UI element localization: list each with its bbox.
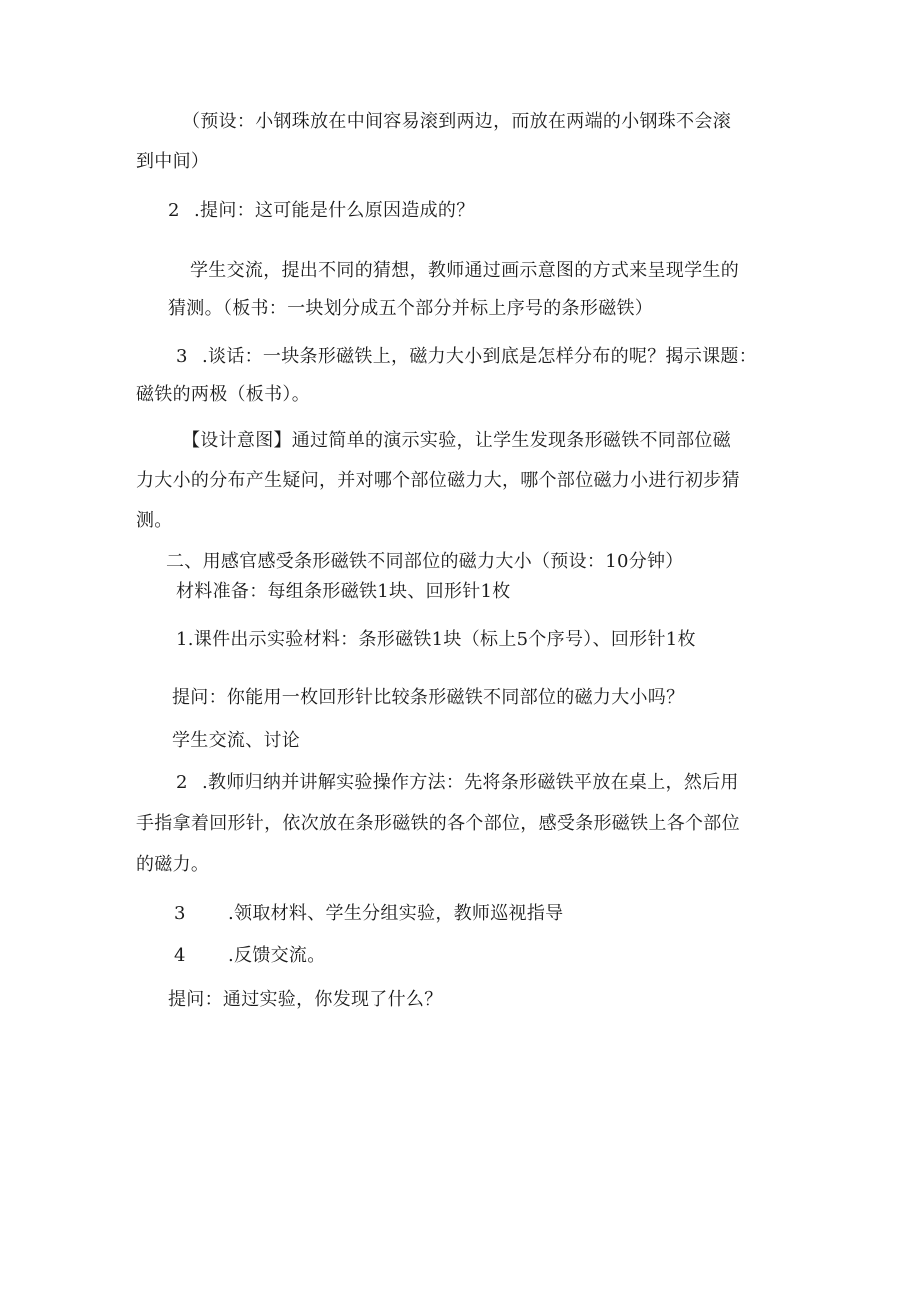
item-text: .领取材料、学生分组实验，教师巡视指导 <box>228 903 564 924</box>
paragraph-line: 到中间） <box>136 151 210 172</box>
item-text: .谈话：一块条形磁铁上，磁力大小到底是怎样分布的呢？揭示课题： <box>202 346 758 367</box>
question-line: 提问：你能用一枚回形针比较条形磁铁不同部位的磁力大小吗？ <box>172 687 685 708</box>
materials-line: 材料准备：每组条形磁铁1块、回形针1枚 <box>176 581 511 602</box>
question-line: 提问：通过实验，你发现了什么？ <box>168 989 443 1010</box>
paragraph-line: 力大小的分布产生疑问，并对哪个部位磁力大，哪个部位磁力小进行初步猜 <box>136 470 740 491</box>
paragraph-line: 手指拿着回形针，依次放在条形磁铁的各个部位，感受条形磁铁上各个部位 <box>136 813 740 834</box>
item-number: 2 <box>168 200 180 221</box>
design-intent-line: 【设计意图】通过简单的演示实验，让学生发现条形磁铁不同部位磁 <box>182 430 731 451</box>
paragraph-line: 的磁力。 <box>136 854 210 875</box>
paragraph-line: （预设：小钢珠放在中间容易滚到两边，而放在两端的小钢珠不会滚 <box>182 111 731 132</box>
paragraph-line: 学生交流，提出不同的猜想，教师通过画示意图的方式来呈现学生的 <box>190 260 739 281</box>
numbered-item <box>176 345 757 369</box>
paragraph-line: 学生交流、讨论 <box>172 730 301 751</box>
item-text: .教师归纳并讲解实验操作方法：先将条形磁铁平放在桌上，然后用 <box>202 772 739 793</box>
item-number: 3 <box>174 903 186 924</box>
paragraph-line: 猜测。（板书：一块划分成五个部分并标上序号的条形磁铁） <box>168 298 654 319</box>
item-number: 2 <box>176 772 188 793</box>
item-number: 4 <box>174 945 186 966</box>
paragraph-line: 磁铁的两极（板书）。 <box>136 384 310 405</box>
section-title: 二、用感官感受条形磁铁不同部位的磁力大小（预设：10分钟） <box>166 551 684 572</box>
numbered-item <box>174 902 563 926</box>
item-text: .提问：这可能是什么原因造成的？ <box>194 200 475 221</box>
numbered-item <box>168 199 475 223</box>
numbered-item <box>176 771 739 795</box>
item-number: 3 <box>176 346 188 367</box>
item-text: .反馈交流。 <box>228 945 326 966</box>
numbered-item <box>174 944 326 968</box>
numbered-item: 1.课件出示实验材料：条形磁铁1块（标上5个序号）、回形针1枚 <box>176 629 696 650</box>
paragraph-line: 测。 <box>136 510 173 531</box>
